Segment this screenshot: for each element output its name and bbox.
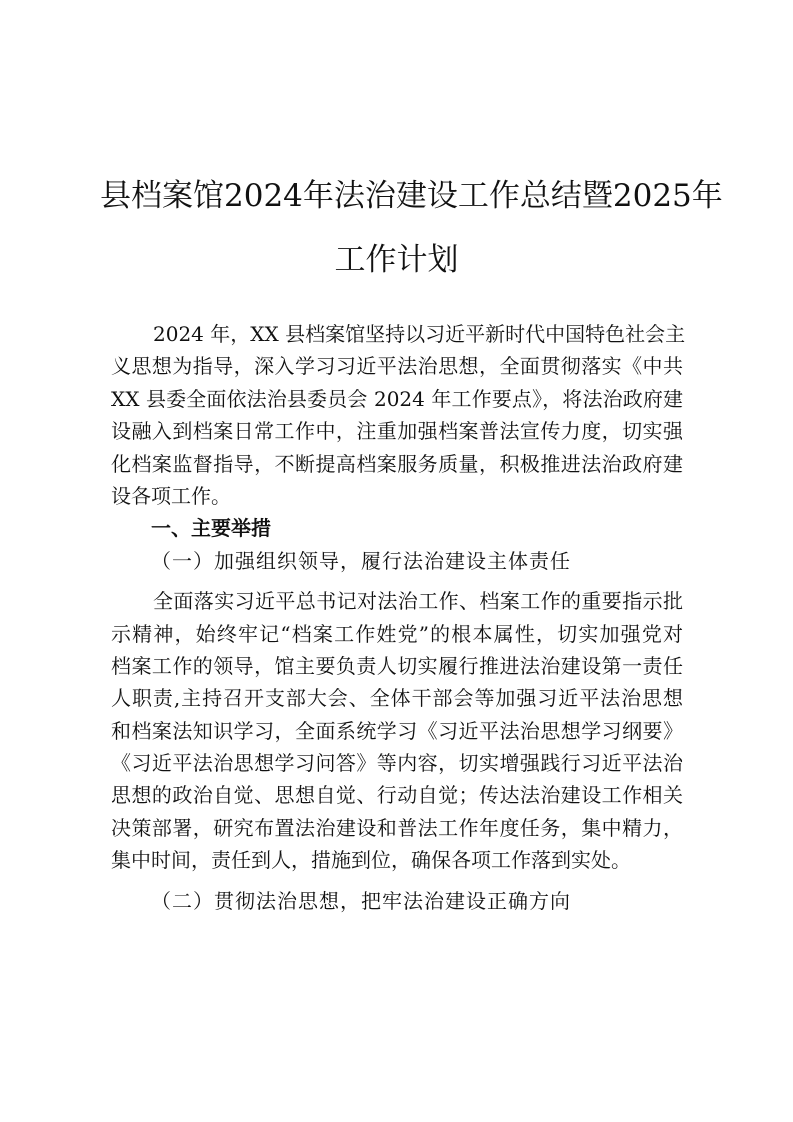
paragraph-line: 集中时间，责任到人，措施到位，确保各项工作落到实处。 [111, 848, 631, 873]
document-body [111, 318, 686, 917]
paragraph-line: 人职责,主持召开支部大会、全体干部会等加强习近平法治思想 [111, 686, 683, 711]
document-title [100, 170, 723, 286]
spacer [111, 577, 683, 585]
paragraph-line: 示精神，始终牢记“档案工作姓党”的根本属性，切实加强党对 [111, 621, 683, 646]
intro-line: 设各项工作。 [111, 483, 231, 508]
intro-line: XX 县委全面依法治县委员会 2024 年工作要点》，将法治政府建 [111, 386, 683, 411]
intro-line: 2024 年，XX 县档案馆坚持以习近平新时代中国特色社会主 [153, 322, 686, 346]
paragraph-line: 全面落实习近平总书记对法治工作、档案工作的重要指示批 [153, 589, 683, 614]
intro-line: 义思想为指导，深入学习习近平法治思想，全面贯彻落实《中共 [111, 354, 683, 379]
subsection-heading: （一）加强组织领导，履行法治建设主体责任 [151, 548, 571, 573]
title-line: 工作计划 [334, 242, 459, 278]
paragraph-line: 《习近平法治思想学习问答》等内容，切实增强践行习近平法治 [111, 751, 683, 776]
subsection-heading: （二）贯彻法治思想，把牢法治建设正确方向 [151, 888, 571, 913]
title-line: 县档案馆2024年法治建设工作总结暨2025年 [100, 178, 723, 214]
section-heading: 一、主要举措 [151, 516, 271, 541]
intro-line: 设融入到档案日常工作中，注重加强档案普法宣传力度，切实强 [111, 419, 683, 444]
paragraph-line: 决策部署，研究布置法治建设和普法工作年度任务，集中精力， [111, 815, 683, 840]
paragraph-line: 思想的政治自觉、思想自觉、行动自觉；传达法治建设工作相关 [111, 783, 683, 808]
intro-line: 化档案监督指导，不断提高档案服务质量，积极推进法治政府建 [111, 451, 683, 476]
paragraph-line: 和档案法知识学习，全面系统学习《习近平法治思想学习纲要》 [111, 718, 683, 743]
paragraph-line: 档案工作的领导，馆主要负责人切实履行推进法治建设第一责任 [111, 653, 683, 678]
